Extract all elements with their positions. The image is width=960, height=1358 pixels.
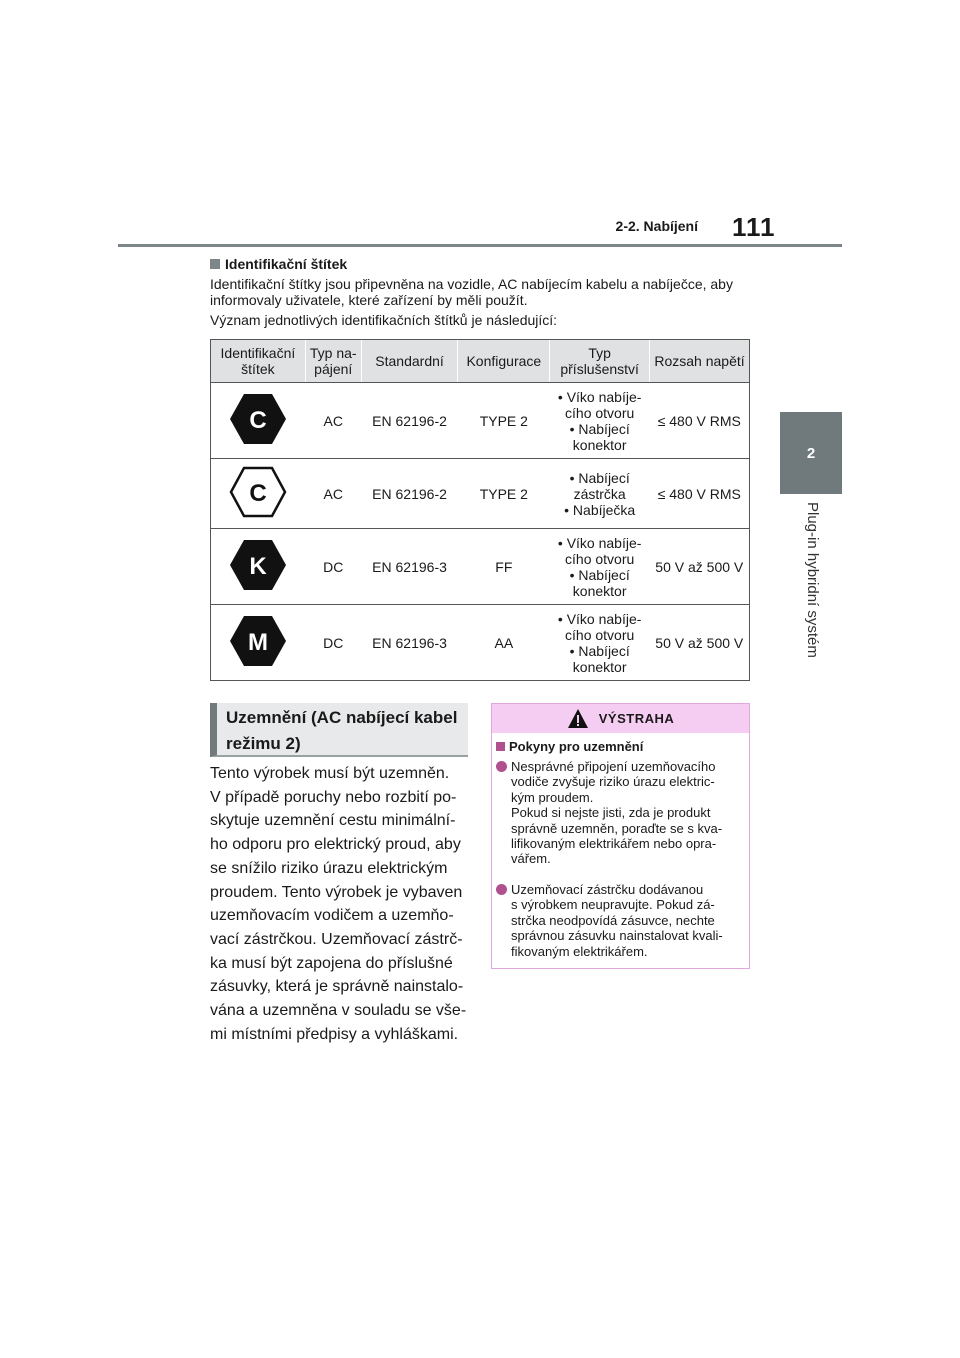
warning-item xyxy=(496,882,744,959)
grounding-body xyxy=(210,762,472,1046)
voltage-cell: ≤ 480 V RMS xyxy=(650,459,750,529)
col-header-power: Typ na-pájení xyxy=(305,340,361,383)
circle-bullet-icon xyxy=(496,761,507,772)
id-label-heading xyxy=(210,256,347,272)
hexagon-label-icon xyxy=(229,614,287,668)
warning-line: s výrobkem neupravujte. Pokud zá- xyxy=(511,897,715,913)
warning-line: vodiče zvyšuje riziko úrazu elektric- xyxy=(511,774,715,790)
grounding-heading: Uzemnění (AC nabíjecí kabel režimu 2) xyxy=(210,703,468,757)
warning-title: VÝSTRAHA xyxy=(598,711,675,726)
warning-item xyxy=(496,759,744,867)
id-label-intro-2: Význam jednotlivých identifikačních štítků je následující: xyxy=(210,312,558,328)
chapter-tab: 2 xyxy=(780,412,842,494)
warning-box xyxy=(491,703,750,969)
accessory-item: • Nabíjecí konektor xyxy=(550,643,650,675)
table-row xyxy=(211,383,750,459)
config-cell: AA xyxy=(458,605,550,681)
grounding-line: V případě poruchy nebo rozbití po- xyxy=(210,788,457,806)
col-header-standard: Standardní xyxy=(361,340,458,383)
hexagon-label-icon xyxy=(229,538,287,592)
label-letter: C xyxy=(249,480,267,507)
warning-line: kým proudem. xyxy=(511,789,594,805)
label-letter: K xyxy=(249,553,267,580)
voltage-cell: 50 V až 500 V xyxy=(650,605,750,681)
grounding-line: vací zástrčkou. Uzemňovací zástrč- xyxy=(210,930,463,948)
accessory-item: • Nabíječka xyxy=(550,502,650,518)
circle-bullet-icon xyxy=(496,884,507,895)
accessory-item: • Víko nabíje-cího otvoru xyxy=(550,535,650,567)
standard-cell: EN 62196-3 xyxy=(361,605,458,681)
warning-line: Uzemňovací zástrčku dodávanou xyxy=(511,882,704,897)
grounding-line: proudem. Tento výrobek je vybaven xyxy=(210,883,463,901)
table-row xyxy=(211,459,750,529)
id-label-intro: Identifikační štítky jsou připevněna na vozidle, AC nabíjecím kabelu a nabíječce, aby informovaly uživatele, které zařízení by měli použít. xyxy=(210,276,733,308)
label-cell xyxy=(211,459,306,529)
chapter-label-text: Plug-in hybridní systém xyxy=(804,502,821,658)
page-number: 111 xyxy=(732,212,776,242)
label-cell xyxy=(211,383,306,459)
grounding-line: ho odporu pro elektrický proud, aby xyxy=(210,836,461,854)
accessories-cell xyxy=(550,459,650,529)
config-cell: TYPE 2 xyxy=(458,383,550,459)
grounding-line: uzemňovacím vodičem a uzemňo- xyxy=(210,907,454,925)
warning-line: vářem. xyxy=(511,851,551,867)
col-header-voltage: Rozsah napětí xyxy=(650,340,750,383)
grounding-line: Tento výrobek musí být uzemněn. xyxy=(210,765,450,782)
id-label-heading-text: Identifikační štítek xyxy=(225,256,348,272)
header-divider xyxy=(118,244,842,247)
label-cell xyxy=(211,529,306,605)
power-cell: AC xyxy=(305,459,361,529)
standard-cell: EN 62196-2 xyxy=(361,383,458,459)
warning-line: správnou zásuvku nainstalovat kvali- xyxy=(511,928,723,944)
table-header-row xyxy=(211,340,750,383)
accessories-cell xyxy=(550,529,650,605)
square-bullet-icon xyxy=(496,742,505,751)
warning-triangle-icon xyxy=(567,708,589,730)
col-header-label: Identifikační štítek xyxy=(211,340,306,383)
label-cell xyxy=(211,605,306,681)
label-letter: M xyxy=(248,629,269,656)
warning-line: lifikovaným elektrikářem nebo opra- xyxy=(511,836,717,852)
warning-title-bar xyxy=(492,704,749,733)
power-cell: DC xyxy=(305,529,361,605)
col-header-accessories: Typ příslušenství xyxy=(550,340,650,383)
config-cell: TYPE 2 xyxy=(458,459,550,529)
accessory-item: • Nabíjecí konektor xyxy=(550,567,650,599)
hexagon-label-icon xyxy=(229,392,287,446)
chapter-label xyxy=(778,502,844,662)
grounding-line: skytuje uzemnění cestu minimální- xyxy=(210,812,456,830)
grounding-line: vána a uzemněna v souladu se vše- xyxy=(210,1002,467,1020)
table-row xyxy=(211,529,750,605)
power-cell: DC xyxy=(305,605,361,681)
table-row xyxy=(211,605,750,681)
square-bullet-icon xyxy=(210,259,220,269)
warning-line: Pokud si nejste jisti, zda je produkt xyxy=(511,805,711,821)
warning-line: správně uzemněn, poraďte se s kva- xyxy=(511,820,723,836)
accessory-item: • Nabíjecí konektor xyxy=(550,421,650,453)
voltage-cell: 50 V až 500 V xyxy=(650,529,750,605)
label-letter: C xyxy=(249,407,267,434)
warning-line: strčka neodpovídá zásuvce, nechte xyxy=(511,912,715,928)
accessory-item: • Víko nabíje-cího otvoru xyxy=(550,611,650,643)
warning-line: Nesprávné připojení uzemňovacího xyxy=(511,759,716,774)
accessory-item: • Víko nabíje-cího otvoru xyxy=(550,389,650,421)
warning-line: fikovaným elektrikářem. xyxy=(511,943,648,959)
warning-subtitle xyxy=(496,739,643,754)
warning-subtitle-text: Pokyny pro uzemnění xyxy=(509,739,644,754)
id-label-table xyxy=(210,339,750,681)
standard-cell: EN 62196-3 xyxy=(361,529,458,605)
voltage-cell: ≤ 480 V RMS xyxy=(650,383,750,459)
col-header-config: Konfigurace xyxy=(458,340,550,383)
standard-cell: EN 62196-2 xyxy=(361,459,458,529)
hexagon-outline-label-icon xyxy=(229,465,287,519)
accessories-cell xyxy=(550,383,650,459)
config-cell: FF xyxy=(458,529,550,605)
grounding-line: ka musí být zapojena do příslušné xyxy=(210,954,453,972)
grounding-line: zásuvky, která je správně nainstalo- xyxy=(210,978,464,996)
grounding-line: mi místními předpisy a vyhláškami. xyxy=(210,1025,459,1043)
accessory-item: • Nabíjecí zástrčka xyxy=(550,470,650,502)
power-cell: AC xyxy=(305,383,361,459)
grounding-line: se snížilo riziko úrazu elektrickým xyxy=(210,859,448,877)
section-title: 2-2. Nabíjení xyxy=(615,218,698,234)
accessories-cell xyxy=(550,605,650,681)
